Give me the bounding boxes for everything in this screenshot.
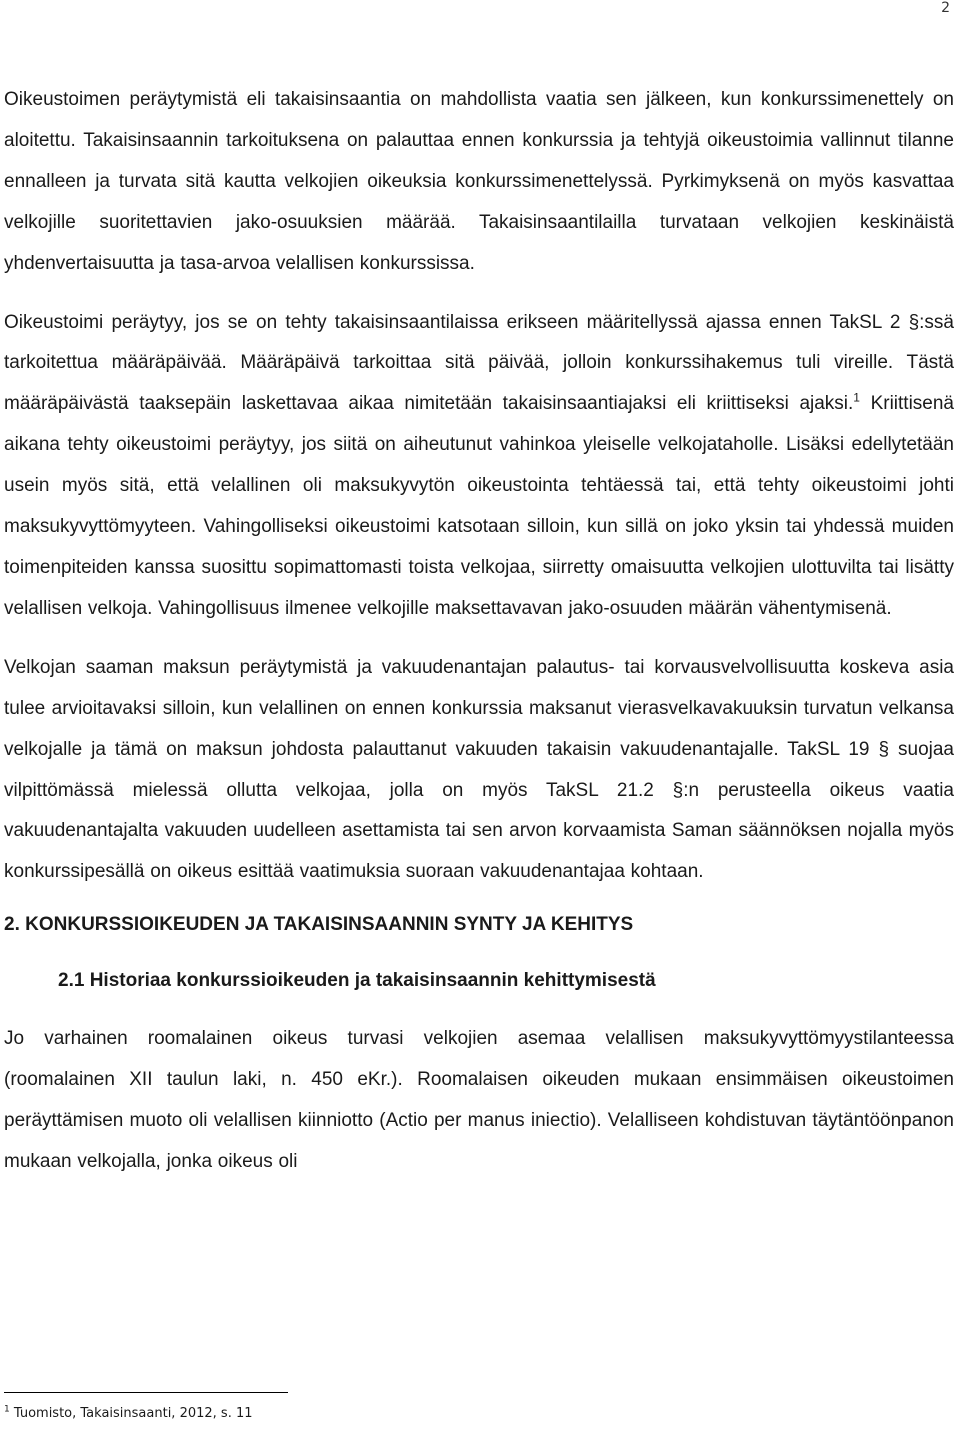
section-heading: 2. KONKURSSIOIKEUDEN JA TAKAISINSAANNIN SYNTY JA KEHITYS <box>4 914 634 936</box>
document-body <box>4 80 954 1197</box>
paragraph-1: Oikeustoimen peräytymistä eli takaisinsaantia on mahdollista vaatia sen jälkeen, kun konkurssimenettely on aloitettu. Takaisinsaannin tarkoituksena on palauttaa ennen konkurssia ja tehtyjä oikeustoimia vallinnut tilanne ennalleen ja turvata sitä kautta velkojien oikeuksia konkurssimenettelyssä. Pyrkimyksenä on myös kasvattaa velkojille suoritettavien jako-osuuksien määrää. Takaisinsaantilailla turvataan velkojien keskinäistä yhdenvertaisuutta ja tasa-arvoa velallisen konkurssissa. <box>4 89 954 274</box>
subsection-heading: 2.1 Historiaa konkurssioikeuden ja takaisinsaannin kehittymisestä <box>58 970 656 992</box>
footnote-reference[interactable]: 1 <box>853 391 860 406</box>
page-number: 2 <box>941 0 950 16</box>
footnote-number: 1 <box>4 1404 10 1415</box>
paragraph-2-text-a: Oikeustoimi peräytyy, jos se on tehty takaisinsaantilaissa erikseen määritellyssä ajassa ennen TakSL 2 §:ssä tarkoitettua määräpäivää. Määräpäivä tarkoittaa sitä päivää, jolloin konkurssihakemus tuli vireille. Tästä määräpäivästä taaksepäin laskettavaa aikaa nimitetään takaisinsaantiajaksi eli kriittiseksi ajaksi. <box>4 311 954 415</box>
paragraph-2 <box>4 303 954 630</box>
footnote-divider <box>4 1392 288 1393</box>
footnote-text: Tuomisto, Takaisinsaanti, 2012, s. 11 <box>9 1406 253 1421</box>
paragraph-2-text-b: Kriittisenä aikana tehty oikeustoimi peräytyy, jos siitä on aiheutunut vahinkoa yleiselle velkojataholle. Lisäksi edellytetään usein myös sitä, että velallinen oli maksukyvytön oikeustointa tehtäessä tai, että tehty oikeustoimi johti maksukyvyttömyyteen. Vahingolliseksi oikeustoimi katsotaan silloin, kun sillä on joko yksin tai yhdessä muiden toimenpiteiden kanssa suosittu sopimattomasti toista velkojaa, siirretty omaisuutta velkojien ulottuvilta tai lisätty velallisen velkoja. Vahingollisuus ilmenee velkojille maksettavavan jako-osuuden määrän vähentymisenä. <box>4 393 954 619</box>
paragraph-4: Jo varhainen roomalainen oikeus turvasi velkojien asemaa velallisen maksukyvyttömyystilanteessa (roomalainen XII taulun laki, n. 450 eKr.). Roomalaisen oikeuden mukaan ensimmäisen oikeustoimen peräyttämisen muoto oli velallisen kiinniotto (Actio per manus iniectio). Velalliseen kohdistuvan täytäntöönpanon mukaan velkojalla, jonka oikeus oli <box>4 1028 954 1172</box>
paragraph-3: Velkojan saaman maksun peräytymistä ja vakuudenantajan palautus- tai korvausvelvollisuutta koskeva asia tulee arvioitavaksi silloin, kun velallinen on ennen konkurssia maksanut vierasvelkavakuuksin turvatun velkansa velkojalle ja tämä on maksun johdosta palauttanut vakuuden takaisin vakuudenantajalle. TakSL 19 § suojaa vilpittömässä mielessä ollutta velkojaa, jolla on myös TakSL 21.2 §:n perusteella oikeus vaatia vakuudenantajalta vakuuden uudelleen asettamista tai sen arvon korvaamista Saman säännöksen nojalla myös konkurssipesällä on oikeus esittää vaatimuksia suoraan vakuudenantajaa kohtaan. <box>4 656 954 883</box>
footnote <box>4 1406 253 1422</box>
